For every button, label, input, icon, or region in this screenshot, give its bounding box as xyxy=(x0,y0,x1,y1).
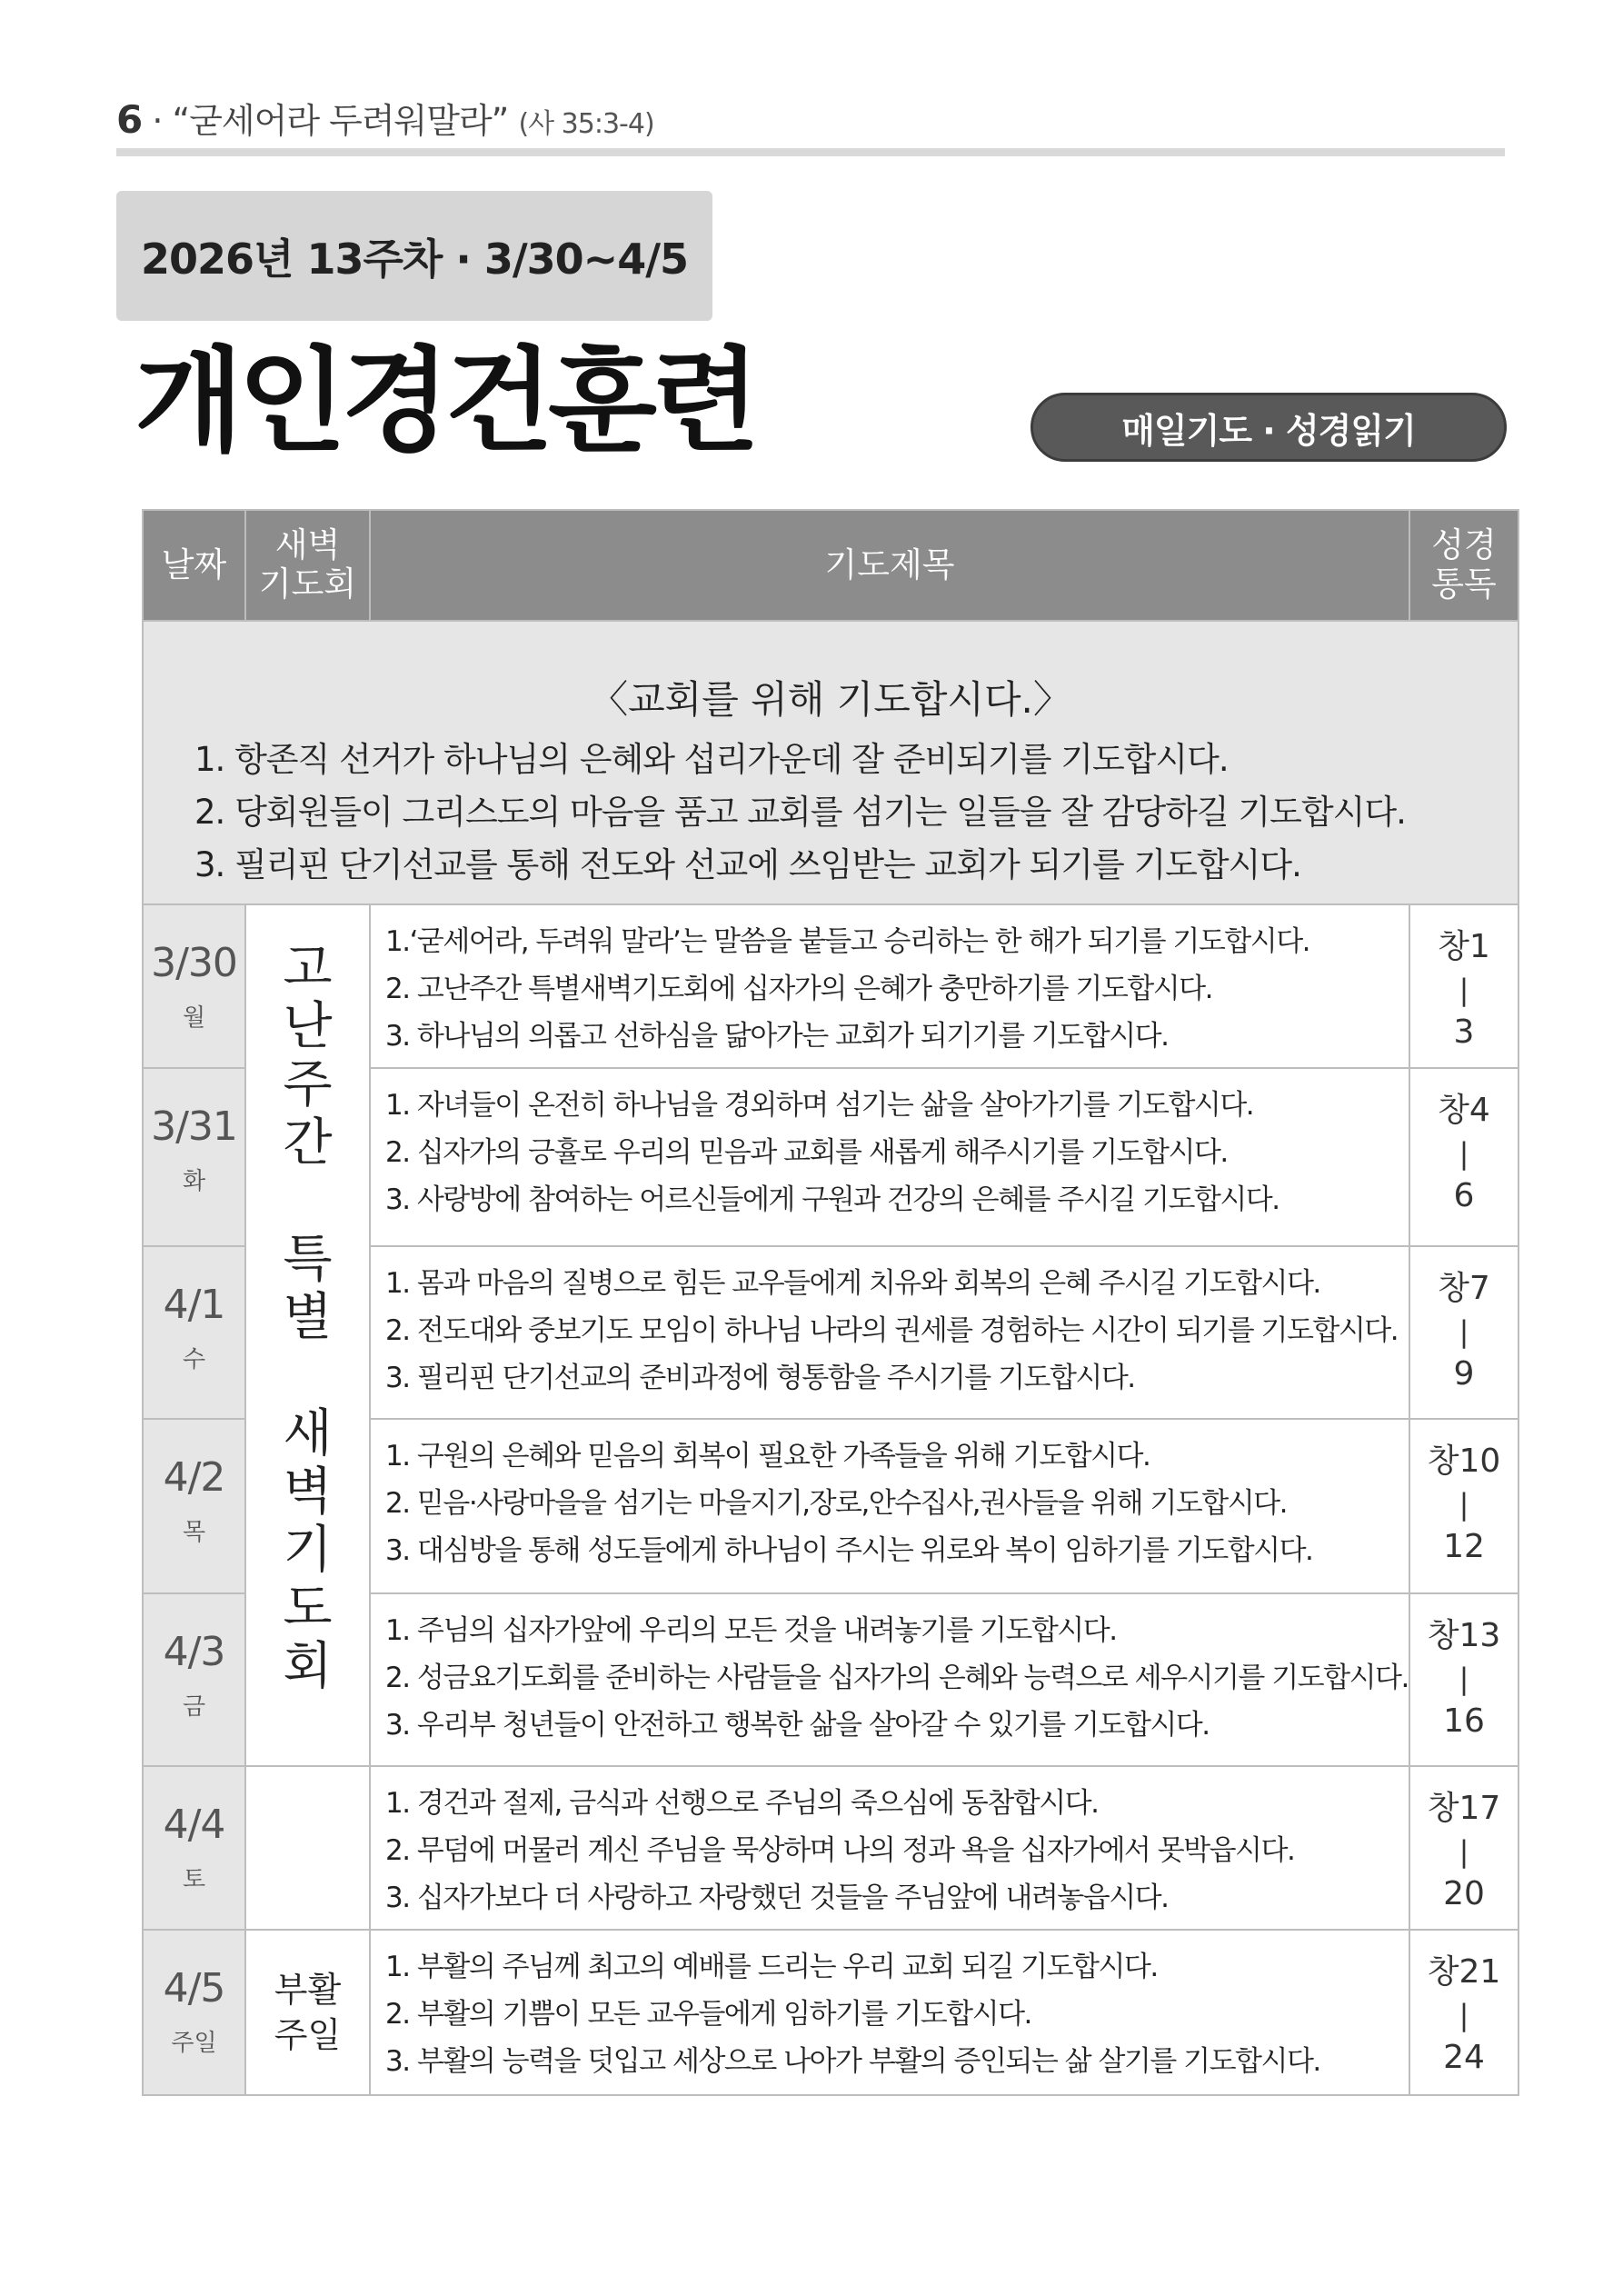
sunday-dawn-label: 부활 주일 xyxy=(274,1970,342,2055)
prayer-item: 3. 부활의 능력을 덧입고 세상으로 나아가 부활의 증인되는 삶 살기를 기도합시다. xyxy=(385,2045,1320,2078)
weekday: 주일 xyxy=(171,2030,217,2057)
prayer-item: 1.‘굳세어라, 두려워 말라’는 말씀을 붙들고 승리하는 한 해가 되기를 기도합시다. xyxy=(385,925,1310,958)
reading-end: 20 xyxy=(1443,1875,1485,1912)
table-header-row xyxy=(143,510,1518,621)
date: 4/3 xyxy=(163,1629,225,1675)
page-number: 6 xyxy=(116,97,143,142)
date: 4/1 xyxy=(163,1282,225,1328)
weekday: 화 xyxy=(182,1168,206,1195)
prayer-cell xyxy=(370,1419,1409,1593)
intro-row xyxy=(143,621,1518,904)
reading-start: 창7 xyxy=(1438,1270,1490,1307)
reading-cell xyxy=(1409,1068,1518,1246)
prayer-item: 3. 십자가보다 더 사랑하고 자랑했던 것들을 주님앞에 내려놓읍시다. xyxy=(385,1882,1169,1914)
prayer-item: 1. 경건과 절제, 금식과 선행으로 주님의 죽으심에 동참합시다. xyxy=(385,1787,1099,1820)
date: 4/2 xyxy=(163,1454,225,1501)
prayer-cell xyxy=(370,1246,1409,1419)
prayer-item: 1. 주님의 십자가앞에 우리의 모든 것을 내려놓기를 기도합시다. xyxy=(385,1614,1117,1647)
weekday: 목 xyxy=(182,1519,206,1546)
weekday: 월 xyxy=(182,1004,206,1032)
intro-heading: 〈교회를 위해 기도합시다.〉 xyxy=(590,677,1071,722)
reading-separator: | xyxy=(1459,1487,1469,1522)
date: 3/30 xyxy=(151,940,237,986)
reading-cell xyxy=(1409,1766,1518,1930)
table-row xyxy=(143,1930,1518,2095)
prayer-cell xyxy=(370,1766,1409,1930)
reading-start: 창17 xyxy=(1427,1790,1501,1827)
reading-cell xyxy=(1409,904,1518,1068)
page-title: 개인경건훈련 xyxy=(134,336,755,467)
prayer-item: 1. 부활의 주님께 최고의 예배를 드리는 우리 교회 되길 기도합시다. xyxy=(385,1951,1158,1983)
week-label: 2026년 13주차 · 3/30~4/5 xyxy=(140,234,689,284)
header-motto: “굳세어라 두려워말라” xyxy=(172,101,509,141)
section-pill-label: 매일기도 · 성경읽기 xyxy=(1121,410,1416,451)
dawn-prayer-cell-sunday xyxy=(245,1930,370,2095)
dawn-prayer-group-cell xyxy=(245,904,370,1766)
reading-end: 9 xyxy=(1453,1355,1475,1393)
reading-start: 창1 xyxy=(1438,928,1490,965)
reading-separator: | xyxy=(1459,1834,1469,1869)
reading-start: 창10 xyxy=(1427,1442,1501,1480)
reading-end: 3 xyxy=(1453,1013,1475,1051)
reading-start: 창21 xyxy=(1427,1953,1501,1991)
weekday: 토 xyxy=(182,1866,206,1893)
date-cell xyxy=(143,904,245,1068)
date-cell xyxy=(143,1068,245,1246)
column-header-reading: 성경 통독 xyxy=(1409,510,1518,621)
reading-end: 6 xyxy=(1453,1177,1475,1214)
table-row xyxy=(143,1766,1518,1930)
dawn-prayer-group-label: 고난주간 특별 새벽기도회 xyxy=(283,939,333,1696)
table-row xyxy=(143,904,1518,1068)
prayer-cell xyxy=(370,1930,1409,2095)
prayer-cell xyxy=(370,904,1409,1068)
weekday: 수 xyxy=(182,1346,206,1373)
weekday: 금 xyxy=(182,1693,206,1721)
date: 3/31 xyxy=(151,1103,237,1150)
date-cell xyxy=(143,1419,245,1593)
prayer-item: 1. 구원의 은혜와 믿음의 회복이 필요한 가족들을 위해 기도합시다. xyxy=(385,1440,1150,1472)
intro-item: 3. 필리핀 단기선교를 통해 전도와 선교에 쓰임받는 교회가 되기를 기도합시다. xyxy=(194,845,1301,884)
prayer-item: 2. 전도대와 중보기도 모임이 하나님 나라의 권세를 경험하는 시간이 되기를 기도합시다. xyxy=(385,1314,1399,1347)
section-pill xyxy=(1031,393,1507,462)
reading-end: 16 xyxy=(1443,1702,1485,1740)
intro-item: 2. 당회원들이 그리스도의 마음을 품고 교회를 섬기는 일들을 잘 감당하길 기도합시다. xyxy=(194,793,1406,832)
date-cell xyxy=(143,1593,245,1766)
reading-separator: | xyxy=(1459,973,1469,1007)
column-header-date: 날짜 xyxy=(143,510,245,621)
prayer-item: 3. 사랑방에 참여하는 어르신들에게 구원과 건강의 은혜를 주시길 기도합시다. xyxy=(385,1183,1279,1216)
prayer-item: 2. 부활의 기쁨이 모든 교우들에게 임하기를 기도합시다. xyxy=(385,1998,1031,2031)
prayer-item: 2. 무덤에 머물러 계신 주님을 묵상하며 나의 정과 욕을 십자가에서 못박읍시다. xyxy=(385,1834,1295,1867)
church-prayer-intro xyxy=(143,621,1518,904)
reading-end: 12 xyxy=(1443,1528,1485,1565)
prayer-item: 1. 자녀들이 온전히 하나님을 경외하며 섬기는 삶을 살아가기를 기도합시다. xyxy=(385,1089,1254,1122)
dawn-prayer-cell-empty xyxy=(245,1766,370,1930)
reading-start: 창4 xyxy=(1438,1092,1490,1129)
running-header xyxy=(116,93,654,143)
prayer-cell xyxy=(370,1068,1409,1246)
date-cell xyxy=(143,1246,245,1419)
prayer-item: 3. 필리핀 단기선교의 준비과정에 형통함을 주시기를 기도합시다. xyxy=(385,1362,1135,1394)
column-header-dawn: 새벽 기도회 xyxy=(245,510,370,621)
date-cell xyxy=(143,1766,245,1930)
reading-separator: | xyxy=(1459,1998,1469,2032)
reading-cell xyxy=(1409,1246,1518,1419)
intro-list xyxy=(194,734,1518,892)
prayer-item: 2. 성금요기도회를 준비하는 사람들을 십자가의 은혜와 능력으로 세우시기를 기도합시다. xyxy=(385,1662,1409,1694)
header-separator: · xyxy=(152,101,163,141)
reading-separator: | xyxy=(1459,1314,1469,1349)
reading-separator: | xyxy=(1459,1136,1469,1171)
prayer-item: 2. 믿음·사랑마을을 섬기는 마을지기,장로,안수집사,권사들을 위해 기도합시다. xyxy=(385,1487,1287,1520)
date: 4/4 xyxy=(163,1802,225,1848)
intro-item: 1. 항존직 선거가 하나님의 은혜와 섭리가운데 잘 준비되기를 기도합시다. xyxy=(194,740,1229,779)
column-header-prayer: 기도제목 xyxy=(370,510,1409,621)
week-label-box xyxy=(116,191,712,321)
reading-cell xyxy=(1409,1419,1518,1593)
prayer-item: 2. 고난주간 특별새벽기도회에 십자가의 은혜가 충만하기를 기도합시다. xyxy=(385,973,1212,1005)
prayer-item: 3. 하나님의 의롭고 선하심을 닮아가는 교회가 되기기를 기도합시다. xyxy=(385,1020,1169,1053)
prayer-item: 2. 십자가의 긍휼로 우리의 믿음과 교회를 새롭게 해주시기를 기도합시다. xyxy=(385,1136,1228,1169)
reading-start: 창13 xyxy=(1427,1617,1501,1654)
prayer-item: 3. 대심방을 통해 성도들에게 하나님이 주시는 위로와 복이 임하기를 기도합시다. xyxy=(385,1534,1313,1567)
reading-separator: | xyxy=(1459,1662,1469,1696)
header-divider xyxy=(116,148,1505,156)
prayer-schedule-table xyxy=(142,509,1519,2096)
reading-cell xyxy=(1409,1593,1518,1766)
header-motto-reference: (사 35:3-4) xyxy=(518,108,654,140)
reading-cell xyxy=(1409,1930,1518,2095)
prayer-item: 1. 몸과 마음의 질병으로 힘든 교우들에게 치유와 회복의 은혜 주시길 기도합시다. xyxy=(385,1267,1320,1300)
prayer-cell xyxy=(370,1593,1409,1766)
reading-end: 24 xyxy=(1443,2039,1485,2076)
date: 4/5 xyxy=(163,1965,225,2011)
prayer-item: 3. 우리부 청년들이 안전하고 행복한 삶을 살아갈 수 있기를 기도합시다. xyxy=(385,1709,1210,1742)
date-cell xyxy=(143,1930,245,2095)
